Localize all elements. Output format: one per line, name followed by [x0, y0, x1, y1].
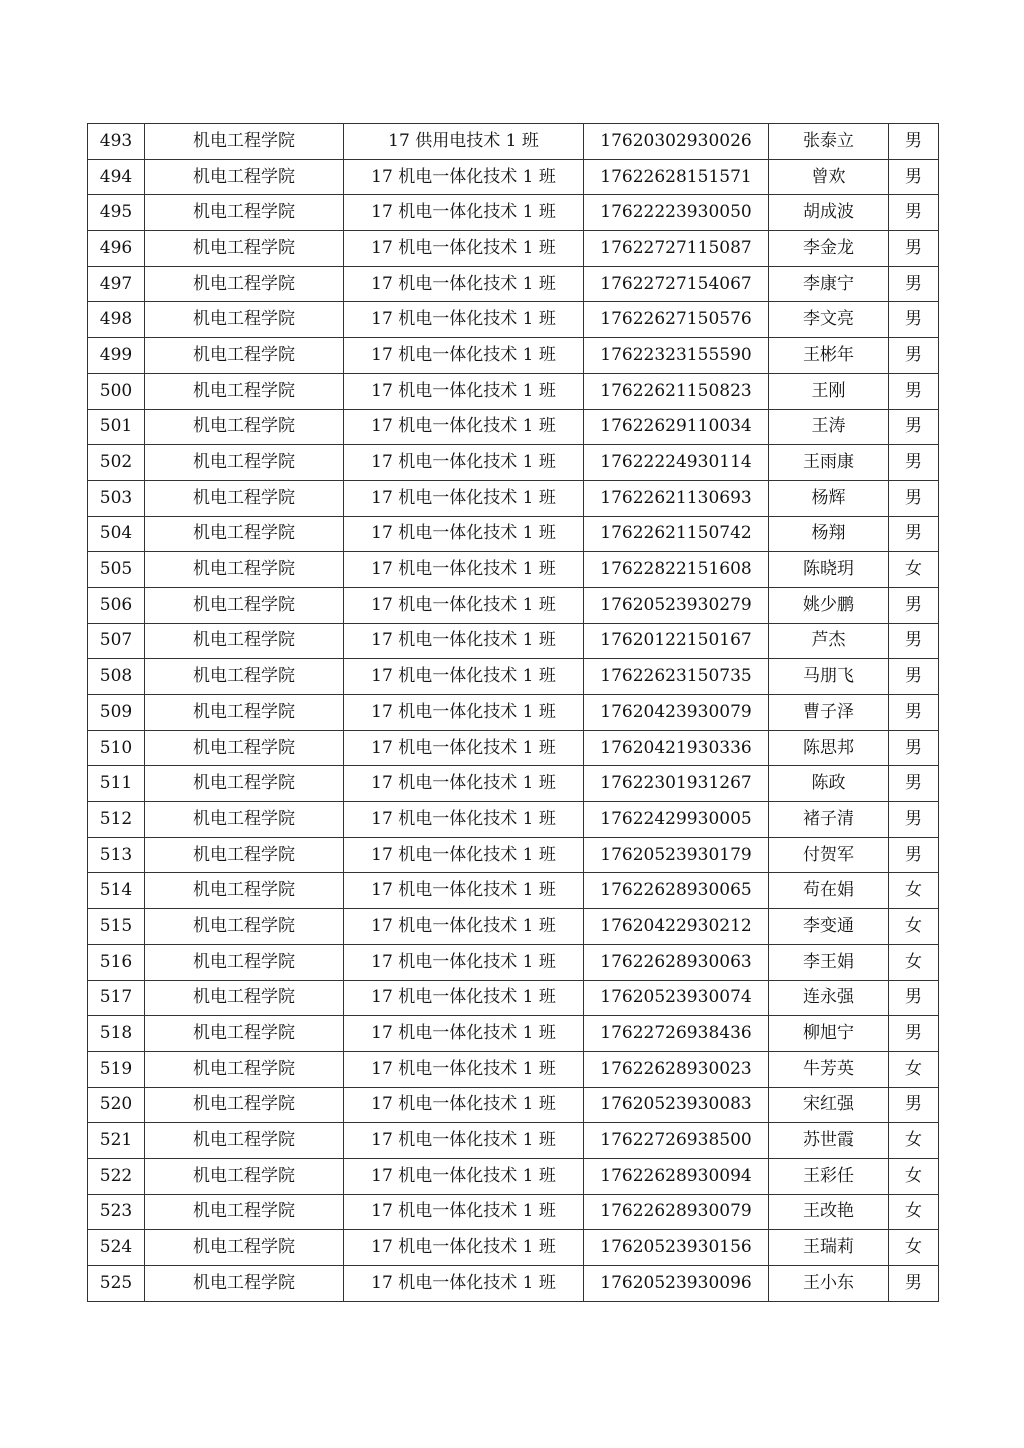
- student-id-cell: 17622628930023: [584, 1051, 769, 1087]
- student-id-cell: 17620122150167: [584, 623, 769, 659]
- student-id-cell: 17622621150742: [584, 516, 769, 552]
- gender-cell: 男: [889, 409, 939, 445]
- row-number: 497: [88, 266, 145, 302]
- student-id-cell: 17620523930279: [584, 587, 769, 623]
- college-cell: 机电工程学院: [145, 1087, 344, 1123]
- student-id-cell: 17622224930114: [584, 445, 769, 481]
- student-id-cell: 17622629110034: [584, 409, 769, 445]
- college-cell: 机电工程学院: [145, 1230, 344, 1266]
- gender-cell: 女: [889, 1194, 939, 1230]
- gender-cell: 男: [889, 516, 939, 552]
- row-number: 502: [88, 445, 145, 481]
- class-cell: 17 机电一体化技术 1 班: [344, 1087, 584, 1123]
- class-cell: 17 机电一体化技术 1 班: [344, 1230, 584, 1266]
- row-number: 499: [88, 338, 145, 374]
- student-name-cell: 苏世霞: [769, 1123, 889, 1159]
- row-number: 503: [88, 480, 145, 516]
- college-cell: 机电工程学院: [145, 587, 344, 623]
- gender-cell: 女: [889, 944, 939, 980]
- table-row: [88, 266, 939, 302]
- table-row: [88, 445, 939, 481]
- student-id-cell: 17622727115087: [584, 231, 769, 267]
- college-cell: 机电工程学院: [145, 373, 344, 409]
- table-row: [88, 231, 939, 267]
- college-cell: 机电工程学院: [145, 445, 344, 481]
- college-cell: 机电工程学院: [145, 231, 344, 267]
- class-cell: 17 机电一体化技术 1 班: [344, 587, 584, 623]
- class-cell: 17 机电一体化技术 1 班: [344, 195, 584, 231]
- class-cell: 17 机电一体化技术 1 班: [344, 552, 584, 588]
- table-row: [88, 873, 939, 909]
- student-id-cell: 17620523930083: [584, 1087, 769, 1123]
- student-name-cell: 王小东: [769, 1266, 889, 1302]
- student-id-cell: 17620302930026: [584, 124, 769, 160]
- student-id-cell: 17622627150576: [584, 302, 769, 338]
- student-name-cell: 李变通: [769, 909, 889, 945]
- table-row: [88, 909, 939, 945]
- table-row: [88, 587, 939, 623]
- gender-cell: 男: [889, 730, 939, 766]
- table-row: [88, 124, 939, 160]
- college-cell: 机电工程学院: [145, 909, 344, 945]
- row-number: 494: [88, 159, 145, 195]
- college-cell: 机电工程学院: [145, 1016, 344, 1052]
- student-name-cell: 宋红强: [769, 1087, 889, 1123]
- gender-cell: 男: [889, 124, 939, 160]
- student-id-cell: 17620523930179: [584, 837, 769, 873]
- student-name-cell: 王涛: [769, 409, 889, 445]
- college-cell: 机电工程学院: [145, 1194, 344, 1230]
- student-name-cell: 王改艳: [769, 1194, 889, 1230]
- row-number: 525: [88, 1266, 145, 1302]
- class-cell: 17 机电一体化技术 1 班: [344, 231, 584, 267]
- row-number: 517: [88, 980, 145, 1016]
- student-name-cell: 连永强: [769, 980, 889, 1016]
- student-id-cell: 17622822151608: [584, 552, 769, 588]
- row-number: 521: [88, 1123, 145, 1159]
- student-id-cell: 17622628930094: [584, 1158, 769, 1194]
- college-cell: 机电工程学院: [145, 730, 344, 766]
- class-cell: 17 机电一体化技术 1 班: [344, 766, 584, 802]
- table-row: [88, 1158, 939, 1194]
- student-name-cell: 王刚: [769, 373, 889, 409]
- row-number: 510: [88, 730, 145, 766]
- student-name-cell: 曹子泽: [769, 695, 889, 731]
- class-cell: 17 机电一体化技术 1 班: [344, 445, 584, 481]
- table-row: [88, 944, 939, 980]
- student-name-cell: 杨翔: [769, 516, 889, 552]
- table-row: [88, 695, 939, 731]
- class-cell: 17 机电一体化技术 1 班: [344, 623, 584, 659]
- table-row: [88, 802, 939, 838]
- gender-cell: 男: [889, 302, 939, 338]
- class-cell: 17 机电一体化技术 1 班: [344, 1194, 584, 1230]
- row-number: 522: [88, 1158, 145, 1194]
- table-row: [88, 159, 939, 195]
- college-cell: 机电工程学院: [145, 124, 344, 160]
- gender-cell: 女: [889, 552, 939, 588]
- student-name-cell: 李康宁: [769, 266, 889, 302]
- student-id-cell: 17620523930156: [584, 1230, 769, 1266]
- class-cell: 17 机电一体化技术 1 班: [344, 944, 584, 980]
- row-number: 512: [88, 802, 145, 838]
- student-name-cell: 芦杰: [769, 623, 889, 659]
- row-number: 506: [88, 587, 145, 623]
- student-roster-table: [87, 123, 939, 1302]
- gender-cell: 女: [889, 873, 939, 909]
- row-number: 498: [88, 302, 145, 338]
- row-number: 511: [88, 766, 145, 802]
- student-id-cell: 17622621130693: [584, 480, 769, 516]
- class-cell: 17 机电一体化技术 1 班: [344, 1051, 584, 1087]
- table-row: [88, 766, 939, 802]
- student-id-cell: 17622223930050: [584, 195, 769, 231]
- student-name-cell: 柳旭宁: [769, 1016, 889, 1052]
- class-cell: 17 机电一体化技术 1 班: [344, 730, 584, 766]
- student-name-cell: 曾欢: [769, 159, 889, 195]
- row-number: 515: [88, 909, 145, 945]
- college-cell: 机电工程学院: [145, 659, 344, 695]
- row-number: 496: [88, 231, 145, 267]
- gender-cell: 男: [889, 837, 939, 873]
- gender-cell: 男: [889, 1016, 939, 1052]
- row-number: 507: [88, 623, 145, 659]
- student-name-cell: 胡成波: [769, 195, 889, 231]
- student-id-cell: 17620421930336: [584, 730, 769, 766]
- college-cell: 机电工程学院: [145, 802, 344, 838]
- gender-cell: 女: [889, 1123, 939, 1159]
- student-name-cell: 牛芳英: [769, 1051, 889, 1087]
- class-cell: 17 机电一体化技术 1 班: [344, 1123, 584, 1159]
- student-name-cell: 王彩任: [769, 1158, 889, 1194]
- table-row: [88, 837, 939, 873]
- gender-cell: 男: [889, 587, 939, 623]
- table-row: [88, 1230, 939, 1266]
- student-id-cell: 17622726938500: [584, 1123, 769, 1159]
- gender-cell: 女: [889, 1158, 939, 1194]
- class-cell: 17 机电一体化技术 1 班: [344, 302, 584, 338]
- college-cell: 机电工程学院: [145, 837, 344, 873]
- table-row: [88, 302, 939, 338]
- student-id-cell: 17622623150735: [584, 659, 769, 695]
- student-id-cell: 17620523930096: [584, 1266, 769, 1302]
- gender-cell: 男: [889, 338, 939, 374]
- college-cell: 机电工程学院: [145, 766, 344, 802]
- table-row: [88, 409, 939, 445]
- student-name-cell: 陈晓玥: [769, 552, 889, 588]
- college-cell: 机电工程学院: [145, 338, 344, 374]
- student-name-cell: 李金龙: [769, 231, 889, 267]
- college-cell: 机电工程学院: [145, 1051, 344, 1087]
- class-cell: 17 机电一体化技术 1 班: [344, 659, 584, 695]
- college-cell: 机电工程学院: [145, 409, 344, 445]
- student-id-cell: 17620423930079: [584, 695, 769, 731]
- college-cell: 机电工程学院: [145, 195, 344, 231]
- class-cell: 17 机电一体化技术 1 班: [344, 409, 584, 445]
- table-row: [88, 659, 939, 695]
- table-row: [88, 480, 939, 516]
- college-cell: 机电工程学院: [145, 695, 344, 731]
- student-name-cell: 陈政: [769, 766, 889, 802]
- student-name-cell: 王雨康: [769, 445, 889, 481]
- table-row: [88, 1087, 939, 1123]
- college-cell: 机电工程学院: [145, 944, 344, 980]
- student-id-cell: 17622301931267: [584, 766, 769, 802]
- student-name-cell: 苟在娟: [769, 873, 889, 909]
- gender-cell: 男: [889, 659, 939, 695]
- gender-cell: 男: [889, 231, 939, 267]
- class-cell: 17 机电一体化技术 1 班: [344, 159, 584, 195]
- row-number: 509: [88, 695, 145, 731]
- college-cell: 机电工程学院: [145, 1123, 344, 1159]
- table-row: [88, 1123, 939, 1159]
- student-id-cell: 17620422930212: [584, 909, 769, 945]
- student-name-cell: 杨辉: [769, 480, 889, 516]
- class-cell: 17 机电一体化技术 1 班: [344, 373, 584, 409]
- table-row: [88, 373, 939, 409]
- table-row: [88, 730, 939, 766]
- table-row: [88, 338, 939, 374]
- student-name-cell: 姚少鹏: [769, 587, 889, 623]
- student-name-cell: 王彬年: [769, 338, 889, 374]
- class-cell: 17 机电一体化技术 1 班: [344, 909, 584, 945]
- college-cell: 机电工程学院: [145, 980, 344, 1016]
- table-row: [88, 1194, 939, 1230]
- class-cell: 17 机电一体化技术 1 班: [344, 516, 584, 552]
- gender-cell: 男: [889, 373, 939, 409]
- class-cell: 17 机电一体化技术 1 班: [344, 480, 584, 516]
- class-cell: 17 机电一体化技术 1 班: [344, 873, 584, 909]
- gender-cell: 男: [889, 195, 939, 231]
- class-cell: 17 机电一体化技术 1 班: [344, 802, 584, 838]
- gender-cell: 男: [889, 1087, 939, 1123]
- row-number: 513: [88, 837, 145, 873]
- gender-cell: 男: [889, 695, 939, 731]
- student-id-cell: 17622628151571: [584, 159, 769, 195]
- class-cell: 17 机电一体化技术 1 班: [344, 837, 584, 873]
- row-number: 519: [88, 1051, 145, 1087]
- college-cell: 机电工程学院: [145, 516, 344, 552]
- college-cell: 机电工程学院: [145, 266, 344, 302]
- gender-cell: 男: [889, 445, 939, 481]
- college-cell: 机电工程学院: [145, 302, 344, 338]
- row-number: 501: [88, 409, 145, 445]
- roster-body: [88, 124, 939, 1302]
- student-id-cell: 17622621150823: [584, 373, 769, 409]
- student-id-cell: 17622429930005: [584, 802, 769, 838]
- row-number: 516: [88, 944, 145, 980]
- row-number: 495: [88, 195, 145, 231]
- row-number: 505: [88, 552, 145, 588]
- class-cell: 17 机电一体化技术 1 班: [344, 1158, 584, 1194]
- row-number: 518: [88, 1016, 145, 1052]
- student-id-cell: 17622323155590: [584, 338, 769, 374]
- student-name-cell: 褚子清: [769, 802, 889, 838]
- student-id-cell: 17622727154067: [584, 266, 769, 302]
- class-cell: 17 机电一体化技术 1 班: [344, 980, 584, 1016]
- student-id-cell: 17622628930063: [584, 944, 769, 980]
- student-id-cell: 17620523930074: [584, 980, 769, 1016]
- row-number: 514: [88, 873, 145, 909]
- student-name-cell: 李王娟: [769, 944, 889, 980]
- table-row: [88, 980, 939, 1016]
- gender-cell: 男: [889, 980, 939, 1016]
- college-cell: 机电工程学院: [145, 480, 344, 516]
- gender-cell: 男: [889, 766, 939, 802]
- college-cell: 机电工程学院: [145, 552, 344, 588]
- student-id-cell: 17622628930079: [584, 1194, 769, 1230]
- row-number: 520: [88, 1087, 145, 1123]
- table-row: [88, 1016, 939, 1052]
- class-cell: 17 供用电技术 1 班: [344, 124, 584, 160]
- class-cell: 17 机电一体化技术 1 班: [344, 338, 584, 374]
- class-cell: 17 机电一体化技术 1 班: [344, 1016, 584, 1052]
- row-number: 504: [88, 516, 145, 552]
- college-cell: 机电工程学院: [145, 1158, 344, 1194]
- row-number: 524: [88, 1230, 145, 1266]
- college-cell: 机电工程学院: [145, 1266, 344, 1302]
- row-number: 523: [88, 1194, 145, 1230]
- gender-cell: 男: [889, 159, 939, 195]
- table-row: [88, 1266, 939, 1302]
- gender-cell: 男: [889, 623, 939, 659]
- table-row: [88, 1051, 939, 1087]
- student-name-cell: 付贺军: [769, 837, 889, 873]
- student-id-cell: 17622726938436: [584, 1016, 769, 1052]
- table-row: [88, 195, 939, 231]
- student-name-cell: 王瑞莉: [769, 1230, 889, 1266]
- class-cell: 17 机电一体化技术 1 班: [344, 1266, 584, 1302]
- gender-cell: 男: [889, 266, 939, 302]
- gender-cell: 男: [889, 1266, 939, 1302]
- row-number: 493: [88, 124, 145, 160]
- gender-cell: 女: [889, 1230, 939, 1266]
- student-name-cell: 张泰立: [769, 124, 889, 160]
- college-cell: 机电工程学院: [145, 873, 344, 909]
- college-cell: 机电工程学院: [145, 623, 344, 659]
- row-number: 508: [88, 659, 145, 695]
- table-row: [88, 552, 939, 588]
- gender-cell: 女: [889, 909, 939, 945]
- college-cell: 机电工程学院: [145, 159, 344, 195]
- gender-cell: 男: [889, 480, 939, 516]
- student-name-cell: 李文亮: [769, 302, 889, 338]
- gender-cell: 女: [889, 1051, 939, 1087]
- student-name-cell: 马朋飞: [769, 659, 889, 695]
- class-cell: 17 机电一体化技术 1 班: [344, 695, 584, 731]
- table-row: [88, 623, 939, 659]
- student-id-cell: 17622628930065: [584, 873, 769, 909]
- row-number: 500: [88, 373, 145, 409]
- table-row: [88, 516, 939, 552]
- class-cell: 17 机电一体化技术 1 班: [344, 266, 584, 302]
- student-name-cell: 陈思邦: [769, 730, 889, 766]
- gender-cell: 男: [889, 802, 939, 838]
